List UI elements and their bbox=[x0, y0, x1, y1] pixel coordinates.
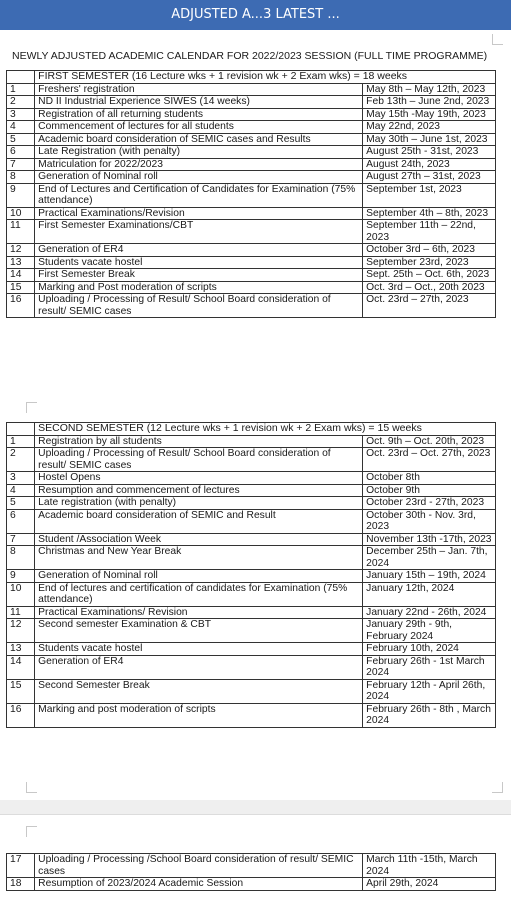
activity-cell: Registration by all students bbox=[35, 435, 363, 448]
row-number: 14 bbox=[7, 269, 35, 282]
table-row bbox=[7, 606, 496, 619]
table-row bbox=[7, 533, 496, 546]
second-semester-heading: SECOND SEMESTER (12 Lecture wks + 1 revision wk + 2 Exam wks) = 15 weeks bbox=[35, 423, 496, 436]
activity-cell: Academic board consideration of SEMIC and Result bbox=[35, 509, 363, 533]
activity-cell: Late registration (with penalty) bbox=[35, 497, 363, 510]
activity-cell: Commencement of lectures for all students bbox=[35, 121, 363, 134]
date-cell: March 11th -15th, March 2024 bbox=[363, 854, 496, 878]
table-row bbox=[7, 158, 496, 171]
date-cell: January 12th, 2024 bbox=[363, 582, 496, 606]
date-cell: October 8th bbox=[363, 472, 496, 485]
table-row bbox=[7, 183, 496, 207]
row-number: 6 bbox=[7, 146, 35, 159]
activity-cell: Uploading / Processing /School Board consideration of result/ SEMIC cases bbox=[35, 854, 363, 878]
date-cell: Feb 13th – June 2nd, 2023 bbox=[363, 96, 496, 109]
date-cell: May 15th -May 19th, 2023 bbox=[363, 108, 496, 121]
row-number: 14 bbox=[7, 655, 35, 679]
activity-cell: Marking and post moderation of scripts bbox=[35, 703, 363, 727]
table-row bbox=[7, 171, 496, 184]
page-corner-mark bbox=[26, 402, 37, 413]
activity-cell: Resumption and commencement of lectures bbox=[35, 484, 363, 497]
table-row bbox=[7, 146, 496, 159]
date-cell: October 9th bbox=[363, 484, 496, 497]
row-number: 1 bbox=[7, 83, 35, 96]
date-cell: May 30th – June 1st, 2023 bbox=[363, 133, 496, 146]
row-number: 11 bbox=[7, 220, 35, 244]
table-row bbox=[7, 703, 496, 727]
first-semester-heading: FIRST SEMESTER (16 Lecture wks + 1 revision wk + 2 Exam wks) = 18 weeks bbox=[35, 71, 496, 84]
date-cell: April 29th, 2024 bbox=[363, 878, 496, 891]
activity-cell: Practical Examinations/Revision bbox=[35, 207, 363, 220]
activity-cell: Second semester Examination & CBT bbox=[35, 619, 363, 643]
table-row bbox=[7, 121, 496, 134]
row-number: 2 bbox=[7, 96, 35, 109]
activity-cell: Students vacate hostel bbox=[35, 643, 363, 656]
row-number: 5 bbox=[7, 133, 35, 146]
activity-cell: Christmas and New Year Break bbox=[35, 546, 363, 570]
page-corner-mark bbox=[26, 782, 37, 793]
page-break-gap bbox=[0, 800, 511, 814]
table-row bbox=[7, 435, 496, 448]
row-number: 1 bbox=[7, 435, 35, 448]
date-cell: December 25th – Jan. 7th, 2024 bbox=[363, 546, 496, 570]
row-number: 5 bbox=[7, 497, 35, 510]
activity-cell: Late Registration (with penalty) bbox=[35, 146, 363, 159]
table-row bbox=[7, 509, 496, 533]
date-cell: February 26th - 8th , March 2024 bbox=[363, 703, 496, 727]
date-cell: Oct. 9th – Oct. 20th, 2023 bbox=[363, 435, 496, 448]
page-corner-mark bbox=[492, 34, 503, 45]
row-number: 9 bbox=[7, 570, 35, 583]
table-header-row bbox=[7, 71, 496, 84]
row-number: 13 bbox=[7, 256, 35, 269]
row-number: 3 bbox=[7, 472, 35, 485]
row-number: 17 bbox=[7, 854, 35, 878]
date-cell: October 23rd - 27th, 2023 bbox=[363, 497, 496, 510]
table-row bbox=[7, 256, 496, 269]
date-cell: January 15th – 19th, 2024 bbox=[363, 570, 496, 583]
date-cell: August 24th, 2023 bbox=[363, 158, 496, 171]
date-cell: September 1st, 2023 bbox=[363, 183, 496, 207]
row-number: 6 bbox=[7, 509, 35, 533]
header-number-cell bbox=[7, 423, 35, 436]
row-number: 7 bbox=[7, 158, 35, 171]
table-row bbox=[7, 878, 496, 891]
activity-cell: End of lectures and certification of candidates for Examination (75% attendance) bbox=[35, 582, 363, 606]
activity-cell: First Semester Examinations/CBT bbox=[35, 220, 363, 244]
activity-cell: Registration of all returning students bbox=[35, 108, 363, 121]
table-row bbox=[7, 108, 496, 121]
row-number: 15 bbox=[7, 281, 35, 294]
date-cell: September 23rd, 2023 bbox=[363, 256, 496, 269]
activity-cell: Student /Association Week bbox=[35, 533, 363, 546]
table-row bbox=[7, 448, 496, 472]
table-row bbox=[7, 854, 496, 878]
date-cell: October 3rd – 6th, 2023 bbox=[363, 244, 496, 257]
row-number: 4 bbox=[7, 484, 35, 497]
activity-cell: Resumption of 2023/2024 Academic Session bbox=[35, 878, 363, 891]
date-cell: May 22nd, 2023 bbox=[363, 121, 496, 134]
table-row bbox=[7, 582, 496, 606]
activity-cell: Students vacate hostel bbox=[35, 256, 363, 269]
row-number: 8 bbox=[7, 171, 35, 184]
date-cell: October 30th - Nov. 3rd, 2023 bbox=[363, 509, 496, 533]
row-number: 3 bbox=[7, 108, 35, 121]
table-row bbox=[7, 220, 496, 244]
document-tab-title: ADJUSTED A...3 LATEST ... bbox=[171, 7, 340, 22]
date-cell: August 27th – 31st, 2023 bbox=[363, 171, 496, 184]
date-cell: September 11th – 22nd, 2023 bbox=[363, 220, 496, 244]
date-cell: November 13th -17th, 2023 bbox=[363, 533, 496, 546]
date-cell: February 10th, 2024 bbox=[363, 643, 496, 656]
row-number: 8 bbox=[7, 546, 35, 570]
date-cell: May 8th – May 12th, 2023 bbox=[363, 83, 496, 96]
activity-cell: Marking and Post moderation of scripts bbox=[35, 281, 363, 294]
row-number: 4 bbox=[7, 121, 35, 134]
table-row bbox=[7, 269, 496, 282]
table-row bbox=[7, 619, 496, 643]
activity-cell: Freshers' registration bbox=[35, 83, 363, 96]
row-number: 12 bbox=[7, 619, 35, 643]
date-cell: January 29th - 9th, February 2024 bbox=[363, 619, 496, 643]
row-number: 7 bbox=[7, 533, 35, 546]
header-number-cell bbox=[7, 71, 35, 84]
page-break-line bbox=[0, 814, 511, 815]
date-cell: Oct. 23rd – 27th, 2023 bbox=[363, 294, 496, 318]
activity-cell: Practical Examinations/ Revision bbox=[35, 606, 363, 619]
table-row bbox=[7, 207, 496, 220]
row-number: 16 bbox=[7, 703, 35, 727]
date-cell: February 12th - April 26th, 2024 bbox=[363, 679, 496, 703]
table-row bbox=[7, 643, 496, 656]
date-cell: September 4th – 8th, 2023 bbox=[363, 207, 496, 220]
activity-cell: Uploading / Processing of Result/ School Board consideration of result/ SEMIC cases bbox=[35, 294, 363, 318]
table-row bbox=[7, 679, 496, 703]
activity-cell: Uploading / Processing of Result/ School Board consideration of result/ SEMIC cases bbox=[35, 448, 363, 472]
row-number: 2 bbox=[7, 448, 35, 472]
row-number: 10 bbox=[7, 582, 35, 606]
title-bar[interactable] bbox=[0, 0, 511, 30]
activity-cell: Generation of Nominal roll bbox=[35, 171, 363, 184]
first-semester-table bbox=[6, 70, 496, 318]
page-corner-mark bbox=[492, 782, 503, 793]
continued-table bbox=[6, 853, 496, 891]
table-row bbox=[7, 244, 496, 257]
table-row bbox=[7, 546, 496, 570]
activity-cell: Academic board consideration of SEMIC cases and Results bbox=[35, 133, 363, 146]
table-row bbox=[7, 294, 496, 318]
table-row bbox=[7, 83, 496, 96]
calendar-title: NEWLY ADJUSTED ACADEMIC CALENDAR FOR 2022/2023 SESSION (FULL TIME PROGRAMME) bbox=[12, 50, 488, 62]
row-number: 13 bbox=[7, 643, 35, 656]
date-cell: Oct. 23rd – Oct. 27th, 2023 bbox=[363, 448, 496, 472]
table-row bbox=[7, 655, 496, 679]
activity-cell: ND II Industrial Experience SIWES (14 weeks) bbox=[35, 96, 363, 109]
table-row bbox=[7, 472, 496, 485]
activity-cell: Generation of ER4 bbox=[35, 655, 363, 679]
activity-cell: Generation of Nominal roll bbox=[35, 570, 363, 583]
table-row bbox=[7, 484, 496, 497]
date-cell: Sept. 25th – Oct. 6th, 2023 bbox=[363, 269, 496, 282]
row-number: 18 bbox=[7, 878, 35, 891]
row-number: 16 bbox=[7, 294, 35, 318]
table-row bbox=[7, 497, 496, 510]
row-number: 11 bbox=[7, 606, 35, 619]
row-number: 12 bbox=[7, 244, 35, 257]
date-cell: August 25th - 31st, 2023 bbox=[363, 146, 496, 159]
table-row bbox=[7, 133, 496, 146]
page-corner-mark bbox=[26, 826, 37, 837]
date-cell: Oct. 3rd – Oct., 20th 2023 bbox=[363, 281, 496, 294]
activity-cell: Matriculation for 2022/2023 bbox=[35, 158, 363, 171]
second-semester-table bbox=[6, 422, 496, 728]
row-number: 10 bbox=[7, 207, 35, 220]
date-cell: February 26th - 1st March 2024 bbox=[363, 655, 496, 679]
date-cell: January 22nd - 26th, 2024 bbox=[363, 606, 496, 619]
activity-cell: First Semester Break bbox=[35, 269, 363, 282]
table-row bbox=[7, 570, 496, 583]
row-number: 9 bbox=[7, 183, 35, 207]
activity-cell: End of Lectures and Certification of Candidates for Examination (75% attendance) bbox=[35, 183, 363, 207]
activity-cell: Second Semester Break bbox=[35, 679, 363, 703]
row-number: 15 bbox=[7, 679, 35, 703]
activity-cell: Generation of ER4 bbox=[35, 244, 363, 257]
table-row bbox=[7, 281, 496, 294]
activity-cell: Hostel Opens bbox=[35, 472, 363, 485]
table-header-row bbox=[7, 423, 496, 436]
table-row bbox=[7, 96, 496, 109]
